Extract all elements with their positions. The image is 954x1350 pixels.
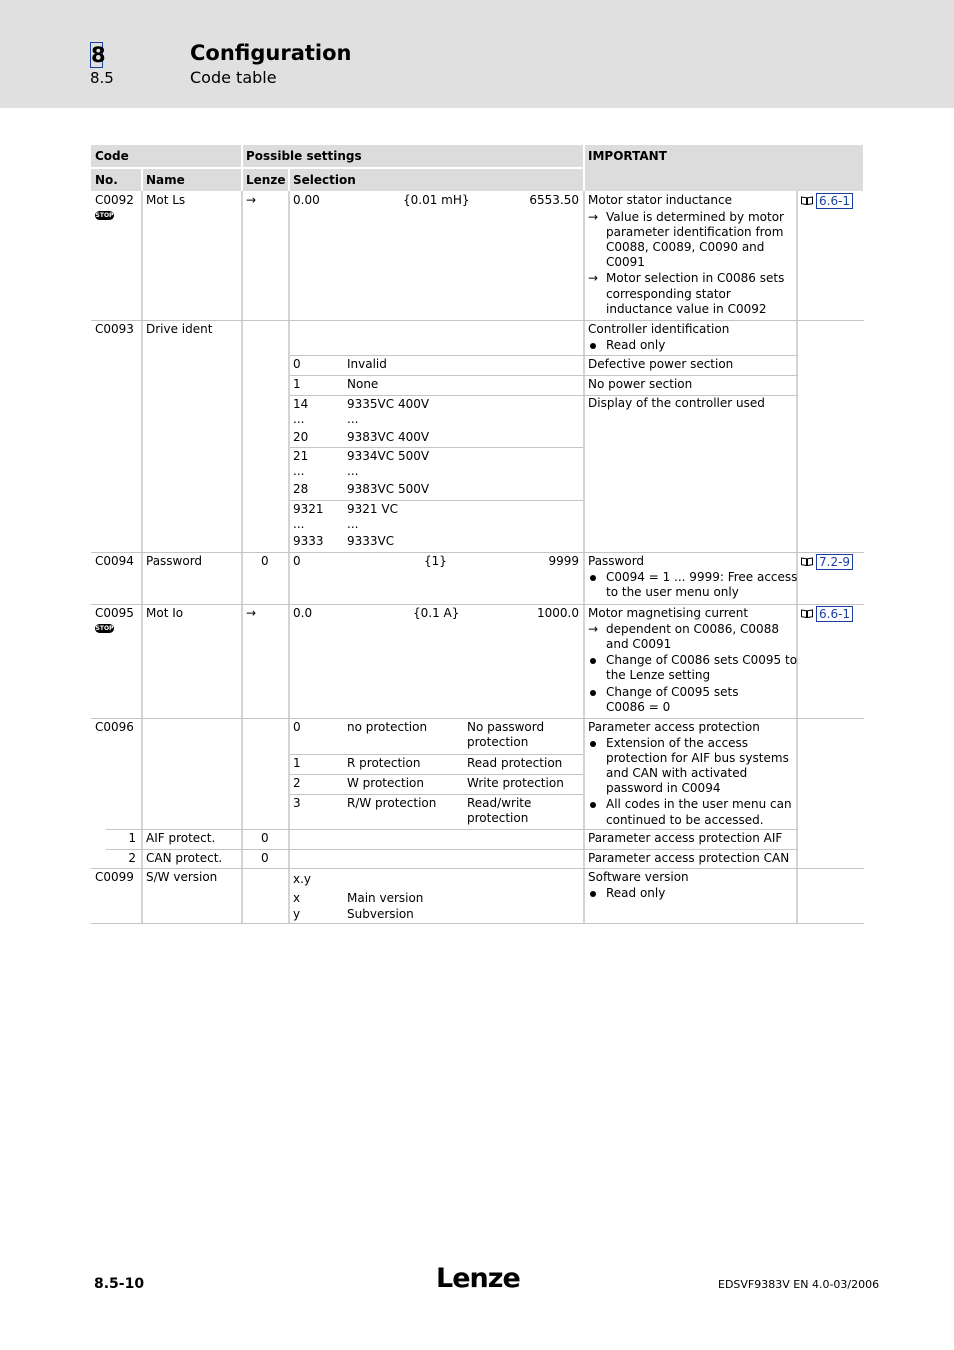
important-text: C0094 = 1 ... 9999: Free access [606, 570, 798, 584]
reference-link[interactable]: 6.6-1 [816, 193, 853, 209]
selection-value: 14 [293, 397, 309, 411]
important-text: password in C0094 [606, 781, 721, 795]
selection-label: 9335VC 400V [347, 397, 430, 411]
header-important: IMPORTANT [588, 149, 667, 163]
book-icon [801, 557, 813, 566]
code-c0099: C0099 [95, 870, 134, 884]
important-text: continued to be accessed. [606, 813, 764, 827]
arrow-icon: → [246, 606, 257, 620]
selection-value: 1 [293, 756, 301, 770]
important-text: Motor selection in C0086 sets [606, 271, 785, 285]
selection-value: y [293, 907, 301, 921]
important-text: C0091 [606, 255, 645, 269]
header-possible-settings: Possible settings [246, 149, 362, 163]
code-c0093: C0093 [95, 322, 134, 336]
name-c0092: Mot Ls [146, 193, 186, 207]
bullet-icon [590, 690, 596, 696]
important-text: to the user menu only [606, 585, 739, 599]
selection-value: 2 [293, 776, 301, 790]
selection-label: W protection [347, 776, 424, 790]
selection-meaning: Read protection [467, 756, 563, 770]
important-text: and C0091 [606, 637, 672, 651]
page-header [0, 0, 954, 108]
selection-value: 1 [293, 377, 301, 391]
selection-label: ... [347, 464, 359, 478]
code-c0092: C0092 [95, 193, 134, 207]
selection-meaning: protection [467, 811, 529, 825]
arrow-icon: → [246, 193, 257, 207]
important-text: Display of the controller used [588, 396, 765, 410]
important-text: Software version [588, 870, 689, 884]
lenze-value: 0 [261, 554, 269, 568]
name-c0094: Password [146, 554, 203, 568]
arrow-icon: → [588, 622, 599, 636]
important-text: Defective power section [588, 357, 734, 371]
important-text: Motor stator inductance [588, 193, 732, 207]
important-text: No power section [588, 377, 693, 391]
bullet-icon [590, 658, 596, 664]
lenze-logo: Lenze [436, 1263, 520, 1294]
selection-value: ... [293, 517, 305, 531]
page-number: 8.5-10 [94, 1276, 145, 1292]
important-text: Parameter access protection [588, 720, 760, 734]
bullet-icon [590, 891, 596, 897]
important-text: and CAN with activated [606, 766, 748, 780]
unit-value: {0.01 mH} [403, 193, 470, 207]
bullet-icon [590, 343, 596, 349]
important-text: Controller identification [588, 322, 730, 336]
stop-icon: STOP [95, 212, 114, 219]
selection-meaning: protection [467, 735, 529, 749]
unit-value: {1} [424, 554, 447, 568]
selection-value: 21 [293, 449, 309, 463]
important-text: Read only [606, 338, 666, 352]
selection-value: 0 [293, 720, 301, 734]
max-value: 9999 [548, 554, 579, 568]
section-title: Code table [190, 68, 277, 87]
section-number: 8.5 [90, 69, 114, 87]
reference-link[interactable]: 7.2-9 [816, 554, 853, 570]
selection-label: 9334VC 500V [347, 449, 430, 463]
selection-label: 9333VC [347, 534, 395, 548]
selection-value: 20 [293, 430, 309, 444]
important-text: parameter identification from [606, 225, 784, 239]
important-text: dependent on C0086, C0088 [606, 622, 779, 636]
important-text: the Lenze setting [606, 668, 711, 682]
selection-value: 3 [293, 796, 301, 810]
selection-label: R protection [347, 756, 421, 770]
subcode-name: AIF protect. [146, 831, 216, 845]
selection-value: 28 [293, 482, 309, 496]
header-code: Code [95, 149, 129, 163]
book-icon [801, 609, 813, 618]
code-c0096: C0096 [95, 720, 134, 734]
chapter-number[interactable]: 8 [91, 43, 106, 67]
selection-meaning: No password [467, 720, 545, 734]
header-selection: Selection [293, 173, 356, 187]
min-value: 0 [293, 554, 301, 568]
selection-label: no protection [347, 720, 428, 734]
important-text: Value is determined by motor [606, 210, 784, 224]
code-c0094: C0094 [95, 554, 134, 568]
max-value: 1000.0 [537, 606, 579, 620]
selection-meaning: Write protection [467, 776, 564, 790]
header-name: Name [146, 173, 185, 187]
important-text: Extension of the access [606, 736, 749, 750]
bullet-icon [590, 802, 596, 808]
selection-label: 9321 VC [347, 502, 398, 516]
min-value: 0.00 [293, 193, 320, 207]
important-text: protection for AIF bus systems [606, 751, 789, 765]
name-c0099: S/W version [146, 870, 218, 884]
min-value: 0.0 [293, 606, 313, 620]
lenze-value: 0 [261, 851, 269, 865]
lenze-value: 0 [261, 831, 269, 845]
arrow-icon: → [588, 210, 599, 224]
book-icon [801, 196, 813, 205]
important-text: Change of C0086 sets C0095 to [606, 653, 798, 667]
selection-label: R/W protection [347, 796, 437, 810]
selection-value: 0 [293, 357, 301, 371]
selection-label: ... [347, 517, 359, 531]
header-lenze: Lenze [246, 173, 286, 187]
important-text: Password [588, 554, 645, 568]
subcode-number: 2 [128, 851, 136, 865]
selection-value: 9321 [293, 502, 324, 516]
important-text: Motor magnetising current [588, 606, 749, 620]
code-c0095: C0095 [95, 606, 134, 620]
important-text: corresponding stator [606, 287, 731, 301]
selection-label: Subversion [347, 907, 414, 921]
important-text: inductance value in C0092 [606, 302, 767, 316]
name-c0095: Mot Io [146, 606, 184, 620]
important-text: Parameter access protection CAN [588, 851, 790, 865]
selection-value: ... [293, 464, 305, 478]
chapter-title: Configuration [190, 41, 352, 65]
max-value: 6553.50 [529, 193, 579, 207]
selection-label: ... [347, 412, 359, 426]
stop-icon: STOP [95, 625, 114, 632]
selection-label: 9383VC 400V [347, 430, 430, 444]
important-text: C0088, C0089, C0090 and [606, 240, 765, 254]
selection-label: None [347, 377, 379, 391]
selection-label: Invalid [347, 357, 387, 371]
reference-link[interactable]: 6.6-1 [816, 606, 853, 622]
selection-label: 9383VC 500V [347, 482, 430, 496]
important-text: All codes in the user menu can [606, 797, 792, 811]
selection-label: Main version [347, 891, 424, 905]
selection-meaning: Read/write [467, 796, 532, 810]
subcode-number: 1 [128, 831, 136, 845]
subcode-name: CAN protect. [146, 851, 223, 865]
selection-value: ... [293, 412, 305, 426]
selection-value: x [293, 891, 301, 905]
unit-value: {0.1 A} [413, 606, 460, 620]
selection-value: 9333 [293, 534, 324, 548]
selection-value: x.y [293, 872, 312, 886]
important-text: C0086 = 0 [606, 700, 671, 714]
bullet-icon [590, 741, 596, 747]
document-id: EDSVF9383V EN 4.0-03/2006 [718, 1278, 880, 1291]
important-text: Read only [606, 886, 666, 900]
header-no: No. [95, 173, 118, 187]
arrow-icon: → [588, 271, 599, 285]
bullet-icon [590, 575, 596, 581]
important-text: Parameter access protection AIF [588, 831, 783, 845]
important-text: Change of C0095 sets [606, 685, 739, 699]
name-c0093: Drive ident [146, 322, 213, 336]
